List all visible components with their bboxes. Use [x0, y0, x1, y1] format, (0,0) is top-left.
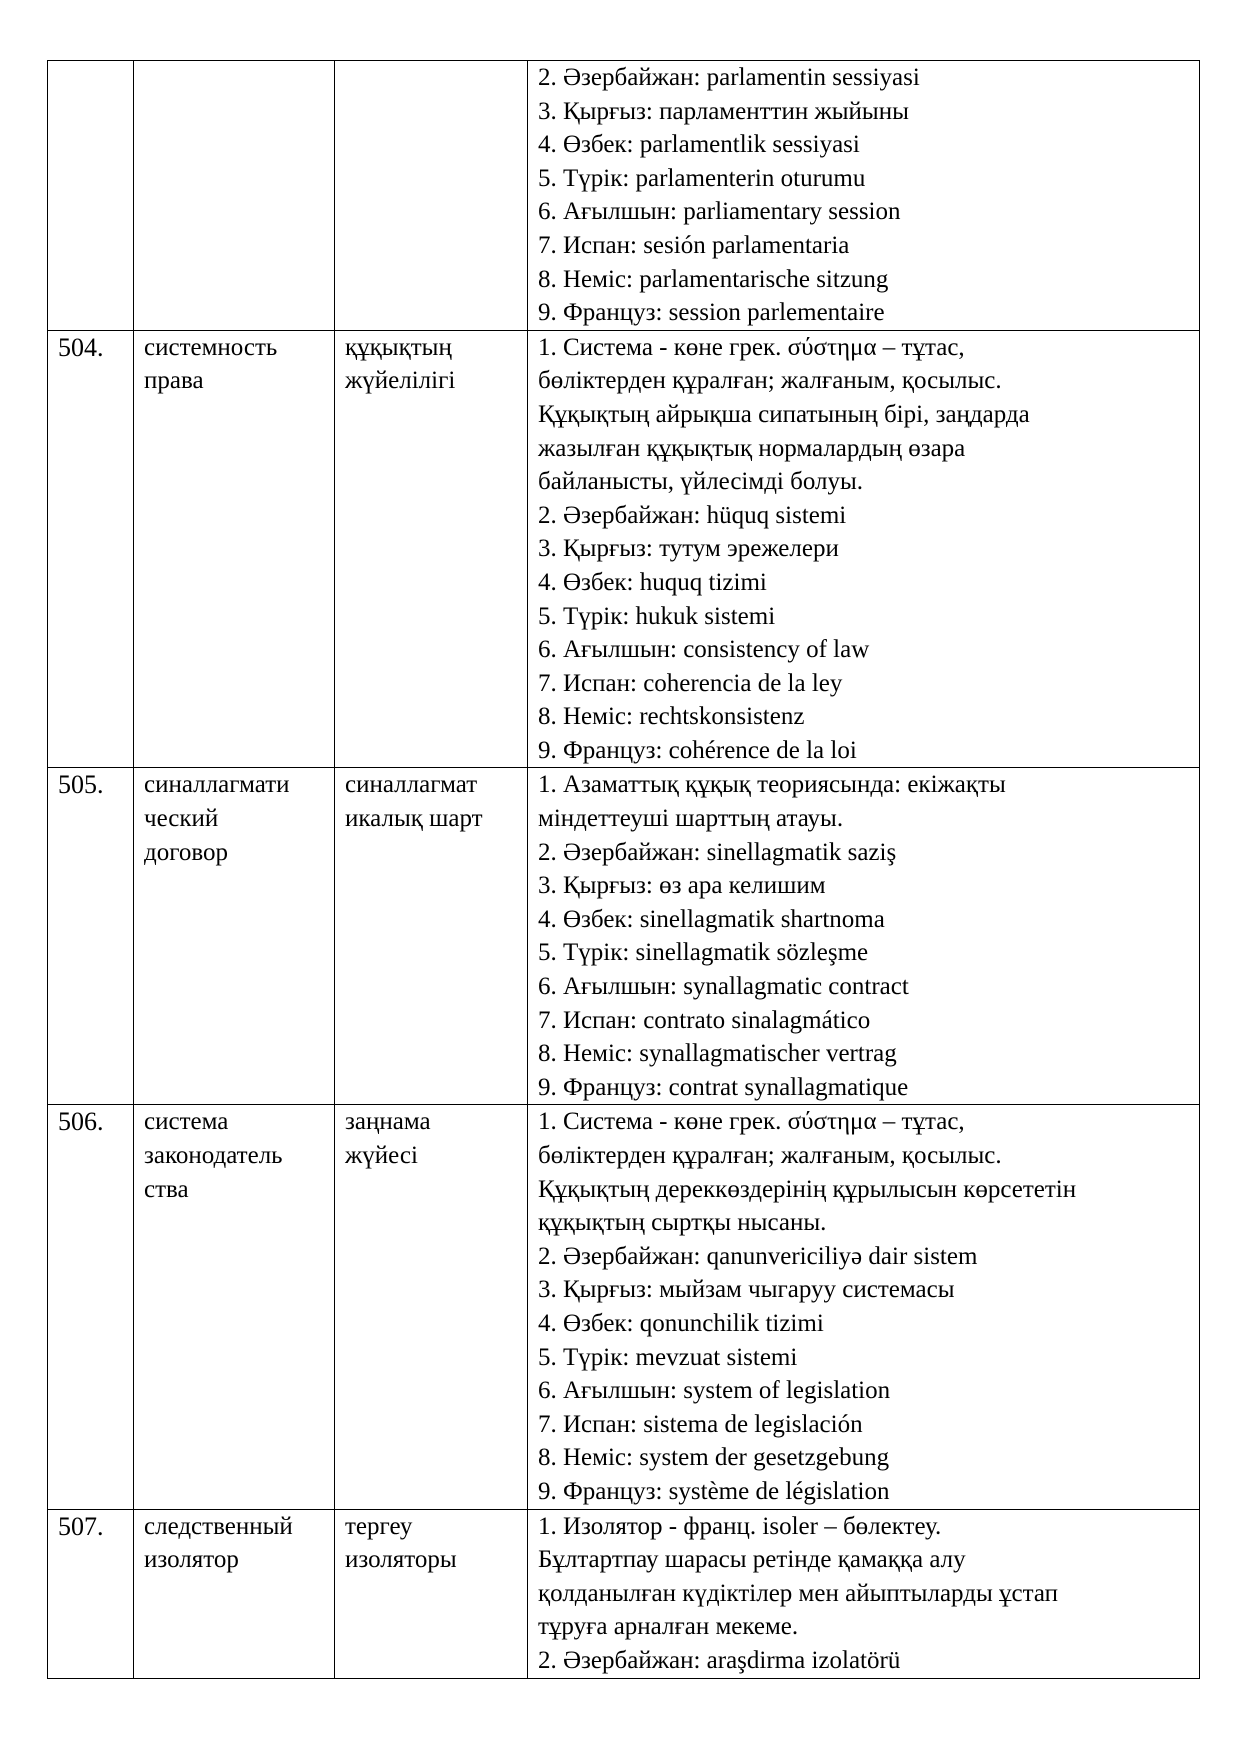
definition-line: 2. Әзербайжан: araşdirma izolatörü: [538, 1646, 901, 1674]
table-row: [48, 61, 1200, 331]
kazakh-term: [335, 1509, 528, 1678]
definition-line: 5. Түрік: parlamenterin oturumu: [538, 164, 866, 192]
definition-line: 7. Испан: contrato sinalagmático: [538, 1006, 871, 1034]
russian-term-line: системность: [144, 333, 278, 361]
table-row: [48, 1105, 1200, 1509]
glossary-table: [47, 60, 1200, 1679]
definition-line: 3. Қырғыз: өз ара келишим: [538, 872, 826, 900]
definition-line: 8. Неміс: synallagmatischer vertrag: [538, 1040, 897, 1068]
definition: [528, 1105, 1200, 1509]
definition-line: 1. Азаматтық құқық теориясында: екіжақты: [538, 771, 1006, 799]
definition-line: 5. Түрік: sinellagmatik sözleşme: [538, 939, 869, 967]
definition-line: Құқықтың айрықша сипатының бірі, заңдарда: [538, 400, 1030, 428]
russian-term: [134, 1105, 335, 1509]
kazakh-term-line: жүйелілігі: [345, 367, 456, 395]
russian-term-line: ческий: [144, 805, 219, 833]
definition-line: 6. Ағылшын: parliamentary session: [538, 198, 901, 226]
definition-line: 9. Француз: cohérence de la loi: [538, 736, 857, 764]
russian-term-line: ства: [144, 1175, 189, 1203]
russian-term: [134, 330, 335, 768]
definition-line: 4. Өзбек: huquq tizimi: [538, 568, 767, 596]
definition-line: 5. Түрік: hukuk sistemi: [538, 602, 776, 630]
kazakh-term-line: икалық шарт: [345, 805, 483, 833]
definition-line: 4. Өзбек: parlamentlik sessiyasi: [538, 131, 860, 159]
definition-line: 4. Өзбек: qonunchilik tizimi: [538, 1309, 824, 1337]
kazakh-term: [335, 330, 528, 768]
definition-line: бөліктерден құралған; жалғаным, қосылыс.: [538, 367, 1002, 395]
definition-line: 7. Испан: coherencia de la ley: [538, 669, 843, 697]
table-row: [48, 1509, 1200, 1678]
russian-term-line: система: [144, 1108, 229, 1136]
kazakh-term-line: изоляторы: [345, 1546, 457, 1574]
definition-line: тұруға арналған мекеме.: [538, 1613, 799, 1641]
definition-line: 1. Система - көне грек. σύστημα – тұтас,: [538, 333, 965, 361]
definition-line: бөліктерден құралған; жалғаным, қосылыс.: [538, 1142, 1002, 1169]
table-row: [48, 330, 1200, 768]
definition-line: 8. Неміс: rechtskonsistenz: [538, 703, 805, 731]
definition-line: 7. Испан: sesión parlamentaria: [538, 231, 850, 259]
definition-line: 6. Ағылшын: synallagmatic contract: [538, 973, 909, 1001]
entry-number: 506.: [48, 1105, 134, 1509]
definition-line: байланысты, үйлесімді болуы.: [538, 468, 864, 496]
definition-line: жазылған құқықтық нормалардың өзара: [538, 434, 966, 462]
definition-line: Құқықтың дереккөздерінің құрылысын көрсететін: [538, 1175, 1077, 1203]
kazakh-term-line: тергеу: [345, 1512, 413, 1540]
definition-line: 9. Француз: système de législation: [538, 1477, 890, 1505]
entry-number: 505.: [48, 768, 134, 1105]
russian-term: [134, 1509, 335, 1678]
definition-line: 3. Қырғыз: парламенттин жыйыны: [538, 97, 909, 125]
definition-line: міндеттеуші шарттың атауы.: [538, 805, 844, 833]
definition-line: 4. Өзбек: sinellagmatik shartnoma: [538, 905, 885, 933]
definition-line: қолданылған күдіктілер мен айыптыларды ұстап: [538, 1579, 1058, 1607]
definition-line: 7. Испан: sistema de legislación: [538, 1410, 863, 1438]
definition: [528, 330, 1200, 768]
definition-line: 2. Әзербайжан: parlamentin sessiyasi: [538, 64, 920, 91]
kazakh-term-line: синаллагмат: [345, 771, 478, 799]
glossary-body: [48, 61, 1200, 1679]
definition-line: 5. Түрік: mevzuat sistemi: [538, 1343, 798, 1371]
definition-line: 8. Неміс: system der gesetzgebung: [538, 1444, 890, 1472]
russian-term: [134, 61, 335, 331]
kazakh-term-line: жүйесі: [345, 1142, 418, 1169]
russian-term-line: права: [144, 367, 204, 395]
kazakh-term-line: заңнама: [345, 1108, 431, 1136]
kazakh-term: [335, 1105, 528, 1509]
kazakh-term: [335, 768, 528, 1105]
definition: [528, 1509, 1200, 1678]
definition-line: 3. Қырғыз: тутум эрежелери: [538, 535, 839, 563]
definition: [528, 768, 1200, 1105]
russian-term-line: законодатель: [144, 1142, 283, 1169]
entry-number: 504.: [48, 330, 134, 768]
definition-line: 6. Ағылшын: system of legislation: [538, 1377, 891, 1405]
russian-term-line: договор: [144, 838, 228, 866]
russian-term-line: изолятор: [144, 1546, 239, 1574]
russian-term: [134, 768, 335, 1105]
table-row: [48, 768, 1200, 1105]
definition-line: 6. Ағылшын: consistency of law: [538, 636, 870, 664]
definition: [528, 61, 1200, 331]
definition-line: 1. Система - көне грек. σύστημα – тұтас,: [538, 1108, 965, 1136]
definition-line: Бұлтартпау шарасы ретінде қамаққа алу: [538, 1546, 966, 1574]
russian-term-line: следственный: [144, 1512, 293, 1540]
definition-line: 2. Әзербайжан: qanunvericiliyə dair sistem: [538, 1242, 978, 1270]
entry-number: 507.: [48, 1509, 134, 1678]
kazakh-term: [335, 61, 528, 331]
entry-number: [48, 61, 134, 331]
definition-line: 9. Француз: contrat synallagmatique: [538, 1073, 909, 1101]
definition-line: 8. Неміс: parlamentarische sitzung: [538, 265, 889, 293]
definition-line: 2. Әзербайжан: sinellagmatik saziş: [538, 838, 897, 866]
definition-line: 1. Изолятор - франц. isoler – бөлектеу.: [538, 1512, 942, 1540]
definition-line: 9. Француз: session parlementaire: [538, 299, 885, 327]
russian-term-line: синаллагмати: [144, 771, 290, 799]
definition-line: 3. Қырғыз: мыйзам чыгаруу системасы: [538, 1276, 955, 1304]
definition-line: 2. Әзербайжан: hüquq sistemi: [538, 501, 847, 529]
kazakh-term-line: құқықтың: [345, 333, 452, 361]
definition-line: құқықтың сыртқы нысаны.: [538, 1209, 827, 1237]
